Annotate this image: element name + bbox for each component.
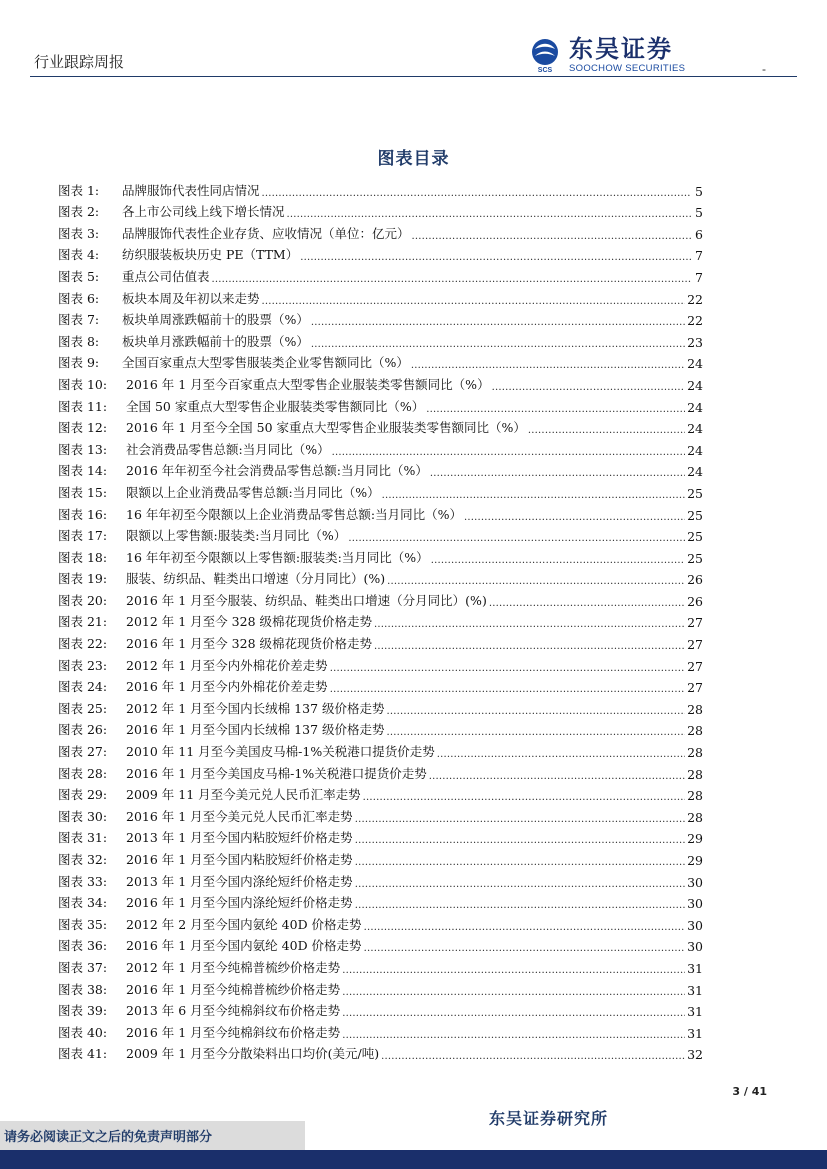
toc-entry[interactable] bbox=[58, 350, 703, 372]
toc-entry-page: 24 bbox=[687, 356, 703, 372]
toc-entry[interactable] bbox=[58, 501, 703, 523]
toc-entry-page: 28 bbox=[687, 788, 703, 804]
toc-entry-label: 图表 24: bbox=[58, 679, 108, 695]
toc-entry-title: 2016 年 1 月至今 328 级棉花现货价格走势 bbox=[126, 636, 372, 652]
toc-entry[interactable] bbox=[58, 630, 703, 652]
toc-entry[interactable] bbox=[58, 587, 703, 609]
toc-dot-leader bbox=[262, 294, 686, 307]
toc-entry-page: 6 bbox=[695, 226, 703, 242]
toc-entry-title: 2016 年年初至今社会消费品零售总额:当月同比（%） bbox=[126, 463, 428, 479]
toc-entry[interactable] bbox=[58, 199, 703, 221]
toc-entry-title: 2012 年 1 月至今内外棉花价差走势 bbox=[126, 657, 328, 673]
toc-dot-leader bbox=[364, 941, 686, 954]
toc-dot-leader bbox=[355, 833, 685, 846]
toc-entry-page: 27 bbox=[687, 658, 703, 674]
toc-entry-title: 各上市公司线上线下增长情况 bbox=[122, 204, 285, 220]
toc-entry-label: 图表 12: bbox=[58, 420, 108, 436]
toc-entry-title: 2016 年 1 月至今美元兑人民币汇率走势 bbox=[126, 808, 353, 824]
toc-entry[interactable] bbox=[58, 436, 703, 458]
toc-dot-leader bbox=[262, 186, 691, 199]
toc-entry[interactable] bbox=[58, 328, 703, 350]
toc-entry[interactable] bbox=[58, 523, 703, 545]
toc-entry[interactable] bbox=[58, 544, 703, 566]
toc-entry-page: 28 bbox=[687, 723, 703, 739]
footer-color-bar bbox=[0, 1150, 827, 1169]
toc-dot-leader bbox=[311, 337, 685, 350]
toc-dot-leader bbox=[374, 617, 685, 630]
toc-title: 图表目录 bbox=[377, 149, 450, 169]
toc-entry-label: 图表 11: bbox=[58, 398, 108, 414]
toc-entry-title: 板块本周及年初以来走势 bbox=[122, 290, 260, 306]
toc-entry-label: 图表 28: bbox=[58, 765, 108, 781]
toc-entry-page: 5 bbox=[695, 183, 703, 199]
toc-entry-title: 全国 50 家重点大型零售企业服装类零售额同比（%） bbox=[126, 398, 425, 414]
toc-entry[interactable] bbox=[58, 263, 703, 285]
toc-entry-title: 限额以上零售额:服装类:当月同比（%） bbox=[126, 528, 347, 544]
toc-entry-title: 重点公司估值表 bbox=[122, 268, 210, 284]
toc-entry[interactable] bbox=[58, 868, 703, 890]
toc-entry-page: 27 bbox=[687, 615, 703, 631]
toc-entry-label: 图表 7: bbox=[58, 312, 100, 328]
toc-entry-label: 图表 13: bbox=[58, 441, 108, 457]
toc-dot-leader bbox=[489, 596, 685, 609]
toc-entry-title: 板块单月涨跌幅前十的股票（%） bbox=[122, 333, 309, 349]
toc-entry-title: 2009 年 1 月至今分散染料出口均价(美元/吨) bbox=[126, 1046, 380, 1062]
toc-entry[interactable] bbox=[58, 177, 703, 199]
toc-dot-leader bbox=[429, 769, 685, 782]
toc-entry[interactable] bbox=[58, 1019, 703, 1041]
toc-entry-page: 28 bbox=[687, 809, 703, 825]
toc-entry-page: 31 bbox=[687, 982, 703, 998]
toc-dot-leader bbox=[342, 1028, 685, 1041]
toc-entry[interactable] bbox=[58, 846, 703, 868]
toc-entry-page: 24 bbox=[687, 442, 703, 458]
toc-dot-leader bbox=[382, 488, 686, 501]
toc-entry-label: 图表 39: bbox=[58, 1003, 108, 1019]
toc-entry[interactable] bbox=[58, 717, 703, 739]
toc-entry[interactable] bbox=[58, 479, 703, 501]
toc-dot-leader bbox=[387, 704, 686, 717]
toc-entry-label: 图表 19: bbox=[58, 571, 108, 587]
toc-entry[interactable] bbox=[58, 307, 703, 329]
toc-entry-title: 2016 年 1 月至今国内长绒棉 137 级价格走势 bbox=[126, 722, 385, 738]
toc-entry-title: 社会消费品零售总额:当月同比（%） bbox=[126, 441, 330, 457]
toc-entry-title: 板块单周涨跌幅前十的股票（%） bbox=[122, 312, 309, 328]
toc-entry-page: 28 bbox=[687, 745, 703, 761]
toc-entry-title: 限额以上企业消费品零售总额:当月同比（%） bbox=[126, 484, 380, 500]
toc-entry-title: 2010 年 11 月至今美国皮马棉-1%关税港口提货价走势 bbox=[126, 744, 435, 760]
toc-entry[interactable] bbox=[58, 998, 703, 1020]
toc-dot-leader bbox=[364, 920, 686, 933]
toc-entry-title: 16 年年初至今限额以上企业消费品零售总额:当月同比（%） bbox=[126, 506, 462, 522]
toc-entry-title: 2016 年 1 月至今国内涤纶短纤价格走势 bbox=[126, 895, 353, 911]
logo-chinese-name: 东吴证券 bbox=[569, 35, 673, 63]
toc-entry-label: 图表 33: bbox=[58, 873, 108, 889]
toc-entry-title: 2016 年 1 月至今百家重点大型零售企业服装类零售额同比（%） bbox=[126, 376, 490, 392]
toc-entry-page: 23 bbox=[687, 334, 703, 350]
toc-entry-label: 图表 14: bbox=[58, 463, 108, 479]
table-of-figures bbox=[58, 177, 703, 1062]
toc-entry-page: 30 bbox=[687, 917, 703, 933]
toc-entry-page: 28 bbox=[687, 766, 703, 782]
toc-entry[interactable] bbox=[58, 954, 703, 976]
toc-entry-page: 32 bbox=[687, 1047, 703, 1063]
toc-entry-page: 25 bbox=[687, 529, 703, 545]
toc-entry-page: 27 bbox=[687, 680, 703, 696]
toc-entry-label: 图表 8: bbox=[58, 333, 100, 349]
toc-dot-leader bbox=[287, 207, 691, 220]
toc-dot-leader bbox=[387, 725, 686, 738]
toc-dot-leader bbox=[212, 272, 691, 285]
toc-dot-leader bbox=[374, 639, 685, 652]
toc-entry[interactable] bbox=[58, 738, 703, 760]
toc-dot-leader bbox=[411, 358, 685, 371]
toc-entry-page: 26 bbox=[687, 593, 703, 609]
toc-entry-title: 2013 年 1 月至今国内涤纶短纤价格走势 bbox=[126, 873, 353, 889]
toc-entry-page: 29 bbox=[687, 853, 703, 868]
toc-dot-leader bbox=[363, 790, 685, 803]
toc-dot-leader bbox=[311, 315, 685, 328]
toc-entry[interactable] bbox=[58, 760, 703, 782]
toc-entry-page: 7 bbox=[695, 269, 703, 285]
toc-dot-leader bbox=[528, 423, 685, 436]
toc-entry-page: 26 bbox=[687, 572, 703, 588]
toc-entry-label: 图表 25: bbox=[58, 700, 108, 716]
toc-entry-label: 图表 31: bbox=[58, 830, 108, 846]
toc-entry[interactable] bbox=[58, 458, 703, 480]
toc-dot-leader bbox=[412, 229, 691, 242]
toc-entry[interactable] bbox=[58, 976, 703, 998]
toc-entry-page: 31 bbox=[687, 1025, 703, 1041]
toc-entry-page: 30 bbox=[687, 939, 703, 955]
toc-entry-page: 5 bbox=[695, 205, 703, 221]
logo-mark-icon bbox=[527, 37, 563, 73]
toc-entry-title: 品牌服饰代表性企业存货、应收情况（单位：亿元） bbox=[122, 225, 410, 241]
toc-entry-label: 图表 23: bbox=[58, 657, 108, 673]
toc-entry-label: 图表 41: bbox=[58, 1046, 108, 1062]
toc-entry-title: 2016 年 1 月至今服装、纺织品、鞋类出口增速（分月同比）(%) bbox=[126, 592, 487, 608]
toc-dot-leader bbox=[492, 380, 686, 393]
svg-text:SCS: SCS bbox=[537, 67, 553, 74]
toc-dot-leader bbox=[330, 661, 685, 674]
header-divider bbox=[30, 76, 797, 77]
toc-dot-leader bbox=[464, 510, 685, 523]
toc-dot-leader bbox=[431, 553, 685, 566]
toc-entry-title: 全国百家重点大型零售服装类企业零售额同比（%） bbox=[122, 355, 409, 371]
toc-entry-label: 图表 40: bbox=[58, 1024, 108, 1040]
toc-entry[interactable] bbox=[58, 242, 703, 264]
toc-entry-title: 2016 年 1 月至今纯棉普梳纱价格走势 bbox=[126, 981, 341, 997]
toc-entry-label: 图表 35: bbox=[58, 916, 108, 932]
toc-dot-leader bbox=[430, 466, 685, 479]
toc-entry-title: 2013 年 6 月至今纯棉斜纹布价格走势 bbox=[126, 1003, 341, 1019]
toc-entry-title: 品牌服饰代表性同店情况 bbox=[122, 182, 260, 198]
toc-entry-title: 2016 年 1 月至今内外棉花价差走势 bbox=[126, 679, 328, 695]
toc-dot-leader bbox=[330, 682, 685, 695]
toc-entry[interactable] bbox=[58, 695, 703, 717]
toc-entry[interactable] bbox=[58, 393, 703, 415]
toc-entry-label: 图表 4: bbox=[58, 247, 100, 263]
header-dash: - bbox=[762, 62, 766, 76]
toc-entry-title: 2012 年 2 月至今国内氨纶 40D 价格走势 bbox=[126, 916, 362, 932]
toc-entry-title: 2016 年 1 月至今纯棉斜纹布价格走势 bbox=[126, 1024, 341, 1040]
toc-entry-title: 2013 年 1 月至今国内粘胶短纤价格走势 bbox=[126, 830, 353, 846]
toc-entry[interactable] bbox=[58, 609, 703, 631]
toc-entry-label: 图表 30: bbox=[58, 808, 108, 824]
toc-entry-label: 图表 38: bbox=[58, 981, 108, 997]
toc-entry-label: 图表 2: bbox=[58, 204, 100, 220]
toc-entry-title: 2016 年 1 月至今全国 50 家重点大型零售企业服装类零售额同比（%） bbox=[126, 420, 526, 436]
toc-entry-page: 31 bbox=[687, 1004, 703, 1020]
toc-entry-label: 图表 22: bbox=[58, 636, 108, 652]
toc-entry-title: 服装、纺织品、鞋类出口增速（分月同比）(%) bbox=[126, 571, 386, 587]
toc-entry-label: 图表 20: bbox=[58, 592, 108, 608]
toc-dot-leader bbox=[355, 855, 685, 868]
toc-dot-leader bbox=[342, 1006, 685, 1019]
toc-entry-label: 图表 1: bbox=[58, 182, 100, 198]
toc-entry-label: 图表 10: bbox=[58, 376, 108, 392]
toc-entry-label: 图表 37: bbox=[58, 959, 108, 975]
toc-entry-title: 2009 年 11 月至今美元兑人民币汇率走势 bbox=[126, 787, 361, 803]
toc-entry-label: 图表 17: bbox=[58, 528, 108, 544]
toc-entry-title: 2016 年 1 月至今美国皮马棉-1%关税港口提货价走势 bbox=[126, 765, 427, 781]
toc-entry[interactable] bbox=[58, 674, 703, 696]
toc-entry-page: 25 bbox=[687, 550, 703, 566]
toc-entry-label: 图表 32: bbox=[58, 852, 108, 867]
toc-entry-title: 2012 年 1 月至今国内长绒棉 137 级价格走势 bbox=[126, 700, 385, 716]
toc-entry-label: 图表 15: bbox=[58, 484, 108, 500]
toc-entry[interactable] bbox=[58, 782, 703, 804]
toc-entry-label: 图表 21: bbox=[58, 614, 108, 630]
toc-entry-title: 2016 年 1 月至今国内粘胶短纤价格走势 bbox=[126, 852, 353, 867]
toc-entry[interactable] bbox=[58, 933, 703, 955]
toc-entry-page: 24 bbox=[687, 377, 703, 393]
toc-entry-label: 图表 16: bbox=[58, 506, 108, 522]
toc-entry[interactable] bbox=[58, 415, 703, 437]
toc-dot-leader bbox=[355, 898, 685, 911]
toc-entry-label: 图表 29: bbox=[58, 787, 108, 803]
toc-dot-leader bbox=[387, 574, 685, 587]
toc-dot-leader bbox=[342, 985, 685, 998]
toc-entry-page: 22 bbox=[687, 313, 703, 329]
toc-entry[interactable] bbox=[58, 652, 703, 674]
toc-entry-title: 2016 年 1 月至今国内氨纶 40D 价格走势 bbox=[126, 938, 362, 954]
toc-entry[interactable] bbox=[58, 371, 703, 393]
disclaimer-bar bbox=[0, 1121, 305, 1150]
footer-institute: 东吴证券研究所 bbox=[489, 1109, 609, 1128]
logo-english-name: SOOCHOW SECURITIES bbox=[569, 63, 686, 74]
toc-dot-leader bbox=[332, 445, 686, 458]
toc-entry[interactable] bbox=[58, 911, 703, 933]
toc-entry[interactable] bbox=[58, 1041, 703, 1063]
toc-entry-label: 图表 5: bbox=[58, 268, 100, 284]
toc-entry[interactable] bbox=[58, 803, 703, 825]
toc-entry-page: 29 bbox=[687, 831, 703, 847]
toc-entry-page: 28 bbox=[687, 701, 703, 717]
toc-dot-leader bbox=[355, 877, 685, 890]
toc-entry-title: 2012 年 1 月至今纯棉普梳纱价格走势 bbox=[126, 959, 341, 975]
toc-entry-page: 30 bbox=[687, 896, 703, 912]
toc-dot-leader bbox=[342, 963, 685, 976]
toc-entry-label: 图表 36: bbox=[58, 938, 108, 954]
toc-dot-leader bbox=[381, 1049, 685, 1062]
toc-entry-title: 2012 年 1 月至今 328 级棉花现货价格走势 bbox=[126, 614, 372, 630]
toc-entry-page: 24 bbox=[687, 464, 703, 480]
toc-entry-page: 22 bbox=[687, 291, 703, 307]
toc-entry-page: 25 bbox=[687, 485, 703, 501]
page-number: 3 / 41 bbox=[732, 1085, 767, 1098]
toc-entry-title: 16 年年初至今限额以上零售额:服装类:当月同比（%） bbox=[126, 549, 429, 565]
toc-entry-page: 27 bbox=[687, 637, 703, 653]
toc-entry-label: 图表 34: bbox=[58, 895, 108, 911]
toc-entry[interactable] bbox=[58, 285, 703, 307]
toc-dot-leader bbox=[426, 402, 685, 415]
toc-entry-page: 24 bbox=[687, 421, 703, 437]
report-type: 行业跟踪周报 bbox=[34, 53, 125, 71]
toc-entry-label: 图表 9: bbox=[58, 355, 100, 371]
toc-entry-label: 图表 6: bbox=[58, 290, 100, 306]
toc-entry-page: 25 bbox=[687, 507, 703, 523]
toc-dot-leader bbox=[348, 531, 685, 544]
toc-entry-page: 7 bbox=[695, 248, 703, 264]
toc-entry-label: 图表 3: bbox=[58, 225, 100, 241]
company-logo bbox=[527, 37, 685, 74]
toc-entry[interactable] bbox=[58, 566, 703, 588]
toc-entry-label: 图表 27: bbox=[58, 744, 108, 760]
toc-dot-leader bbox=[355, 812, 685, 825]
toc-entry[interactable] bbox=[58, 825, 703, 847]
toc-entry-page: 31 bbox=[687, 960, 703, 976]
disclaimer-text: 请务必阅读正文之后的免责声明部分 bbox=[4, 1130, 213, 1145]
toc-entry-label: 图表 18: bbox=[58, 549, 108, 565]
toc-entry-page: 24 bbox=[687, 399, 703, 415]
toc-dot-leader bbox=[437, 747, 685, 760]
toc-entry[interactable] bbox=[58, 890, 703, 912]
toc-entry-title: 纺织服装板块历史 PE（TTM） bbox=[122, 247, 299, 263]
toc-entry-page: 30 bbox=[687, 874, 703, 890]
toc-entry-label: 图表 26: bbox=[58, 722, 108, 738]
toc-entry[interactable] bbox=[58, 220, 703, 242]
toc-dot-leader bbox=[300, 250, 691, 263]
